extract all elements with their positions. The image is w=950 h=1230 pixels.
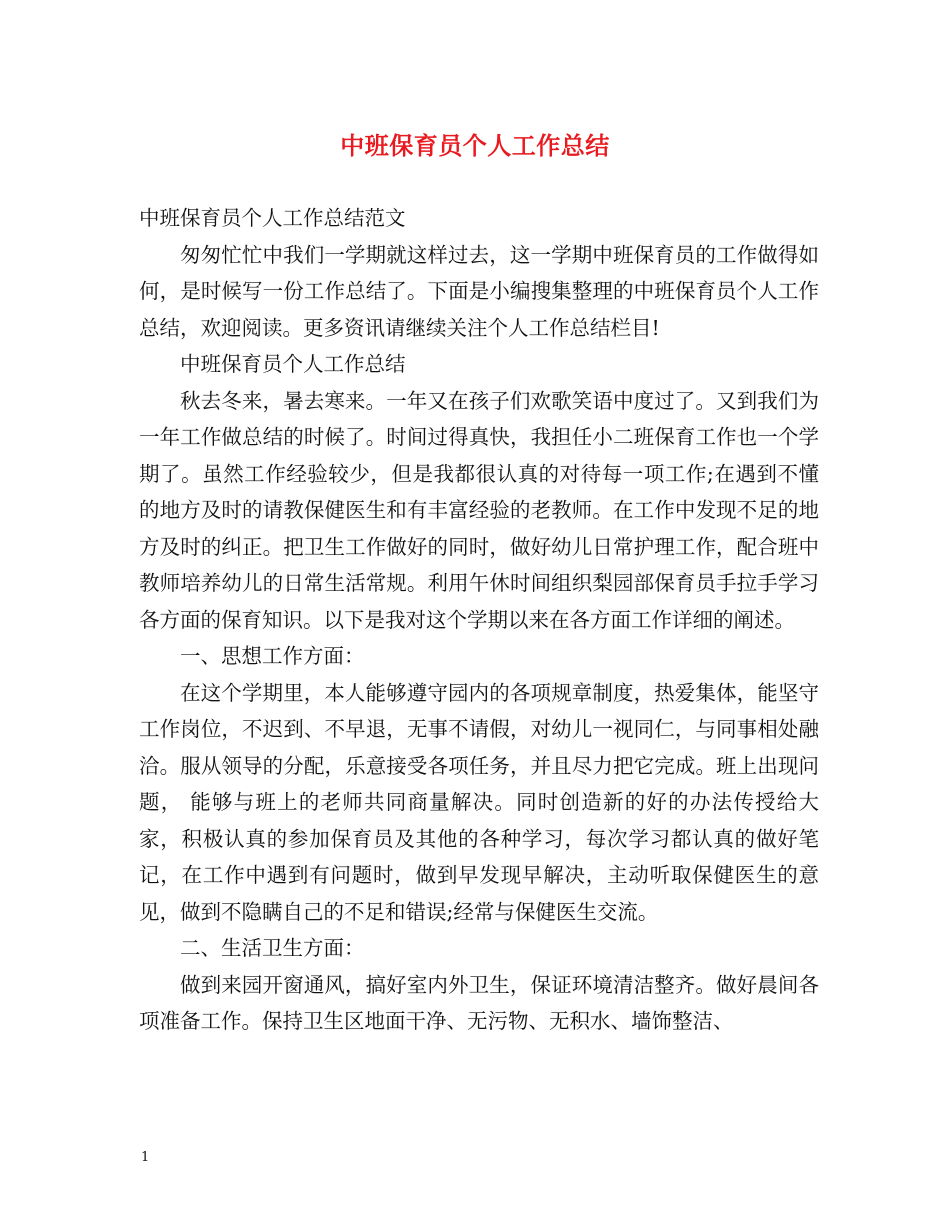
paragraph-hygiene: 做到来园开窗通风，搞好室内外卫生，保证环境清洁整齐。做好晨间各项准备工作。保持卫生区地面干净、无污物、无积水、墙饰整洁、 xyxy=(139,972,819,1033)
paragraph-thought: 在这个学期里，本人能够遵守园内的各项规章制度，热爱集体，能坚守工作岗位，不迟到、不早退，无事不请假，对幼儿一视同仁，与同事相处融洽。服从领导的分配，乐意接受各项任务，并且尽力把它完成。班上出现问题， 能够与班上的老师共同商量解决。同时创造新的好的办法传授给大家，积极认真的参加保育员及其他的各种学习，每次学习都认真的做好笔记，在工作中遇到有问题时，做到早发现早解决，主动听取保健医生的意见，做到不隐瞒自己的不足和错误;经常与保健医生交流。 xyxy=(139,680,819,924)
paragraph-opening: 秋去冬来，暑去寒来。一年又在孩子们欢歌笑语中度过了。又到我们为一年工作做总结的时候了。时间过得真快，我担任小二班保育工作也一个学期了。虽然工作经验较少，但是我都很认真的对待每一项工作;在遇到不懂的地方及时的请教保健医生和有丰富经验的老教师。在工作中发现不足的地方及时的纠正。把卫生工作做好的同时，做好幼儿日常护理工作，配合班中教师培养幼儿的日常生活常规。利用午休时间组织梨园部保育员手拉手学习各方面的保育知识。以下是我对这个学期以来在各方面工作详细的阐述。 xyxy=(139,388,819,632)
page-number: 1 xyxy=(141,1150,150,1165)
paragraph-intro: 匆匆忙忙中我们一学期就这样过去，这一学期中班保育员的工作做得如何，是时候写一份工作总结了。下面是小编搜集整理的中班保育员个人工作总结，欢迎阅读。更多资讯请继续关注个人工作总结栏目! xyxy=(139,242,819,340)
paragraph-heading: 中班保育员个人工作总结 xyxy=(180,352,406,376)
document-title: 中班保育员个人工作总结 xyxy=(340,131,610,160)
section-heading-thought: 一、思想工作方面： xyxy=(180,644,365,668)
document-body xyxy=(139,200,819,1040)
paragraph-subtitle: 中班保育员个人工作总结范文 xyxy=(139,206,406,230)
section-heading-hygiene: 二、生活卫生方面： xyxy=(180,936,365,960)
